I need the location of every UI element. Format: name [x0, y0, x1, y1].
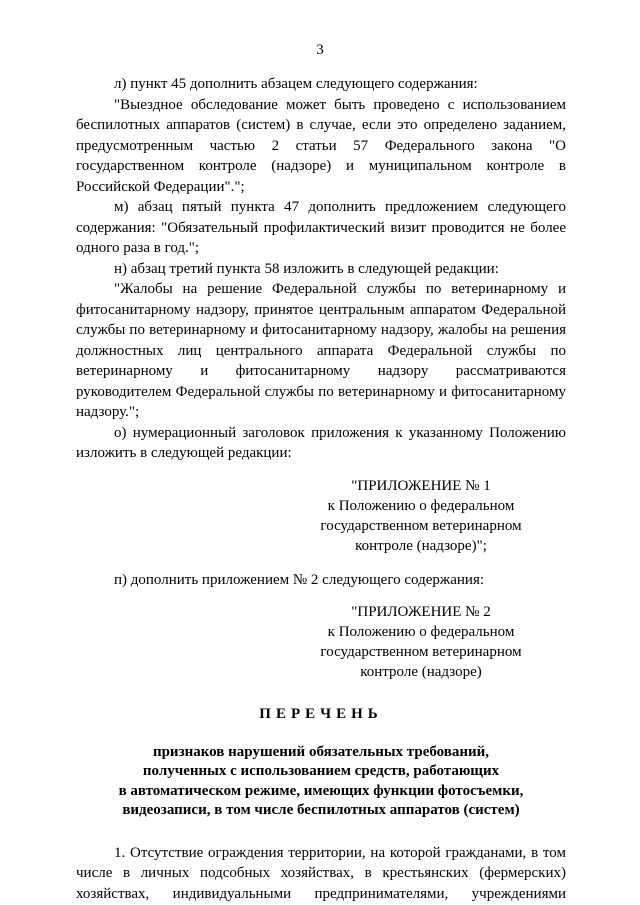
appendix-2-heading: "ПРИЛОЖЕНИЕ № 2: [351, 604, 491, 620]
paragraph-m: м) абзац пятый пункта 47 дополнить предложением следующего содержания: "Обязательный профилактический визит проводится не более одного раза в год.";: [76, 199, 566, 256]
paragraph-quote-complaints: "Жалобы на решение Федеральной службы по ветеринарному и фитосанитарному надзору, принятое центральным аппаратом Федеральной службы по ветеринарному и фитосанитарному надзору, жалобы на решения должностных лиц центрального аппарата Федеральной службы по ветеринарному и фитосанитарному надзору рассматриваются руководителем Федеральной службы по ветеринарному и фитосанитарному надзору.";: [76, 281, 566, 420]
list-subtitle-line: полученных с использованием средств, работающих: [142, 763, 500, 779]
appendix-2-line: контроле (надзоре): [360, 664, 482, 680]
appendix-2-line: к Положению о федеральном: [327, 624, 515, 640]
list-title: ПЕРЕЧЕНЬ: [259, 706, 383, 722]
appendix-1-heading: "ПРИЛОЖЕНИЕ № 1: [351, 477, 491, 494]
page-number: 3: [316, 42, 324, 58]
list-item-1: 1. Отсутствие ограждения территории, на которой гражданами, в том числе в личных подсобных хозяйствах, в крестьянских (фермерских) хозяйствах, индивидуальными предпринимателями, учреждениями: [76, 844, 566, 902]
list-subtitle-line: признаков нарушений обязательных требований,: [152, 743, 490, 760]
list-subtitle-line: в автоматическом режиме, имеющих функции фотосъемки,: [118, 782, 524, 799]
list-subtitle: [76, 743, 566, 821]
appendix-1-line: контроле (надзоре)";: [355, 537, 487, 554]
paragraph-l: л) пункт 45 дополнить абзацем следующего содержания:: [114, 76, 478, 92]
paragraph-o: о) нумерационный заголовок приложения к указанному Положению изложить в следующей редакции:: [76, 424, 566, 461]
document-body: [76, 74, 566, 904]
paragraph-p: п) дополнить приложением № 2 следующего содержания:: [114, 571, 485, 588]
appendix-1-header: [296, 476, 546, 556]
appendix-2-header: [296, 602, 546, 682]
appendix-1-line: к Положению о федеральном: [327, 497, 515, 514]
paragraph-n: н) абзац третий пункта 58 изложить в следующей редакции:: [114, 260, 499, 277]
list-subtitle-line: видеозаписи, в том числе беспилотных аппаратов (систем): [122, 802, 520, 818]
appendix-1-line: государственном ветеринарном: [320, 517, 522, 534]
appendix-2-line: государственном ветеринарном: [320, 644, 522, 660]
paragraph-quote-inspection: "Выездное обследование может быть проведено с использованием беспилотных аппаратов (систем) в случае, если это определено заданием, предусмотренным частью 2 статьи 57 Федерального закона "О государственном контроле (надзоре) и муниципальном контроле в Российской Федерации".";: [76, 96, 566, 195]
